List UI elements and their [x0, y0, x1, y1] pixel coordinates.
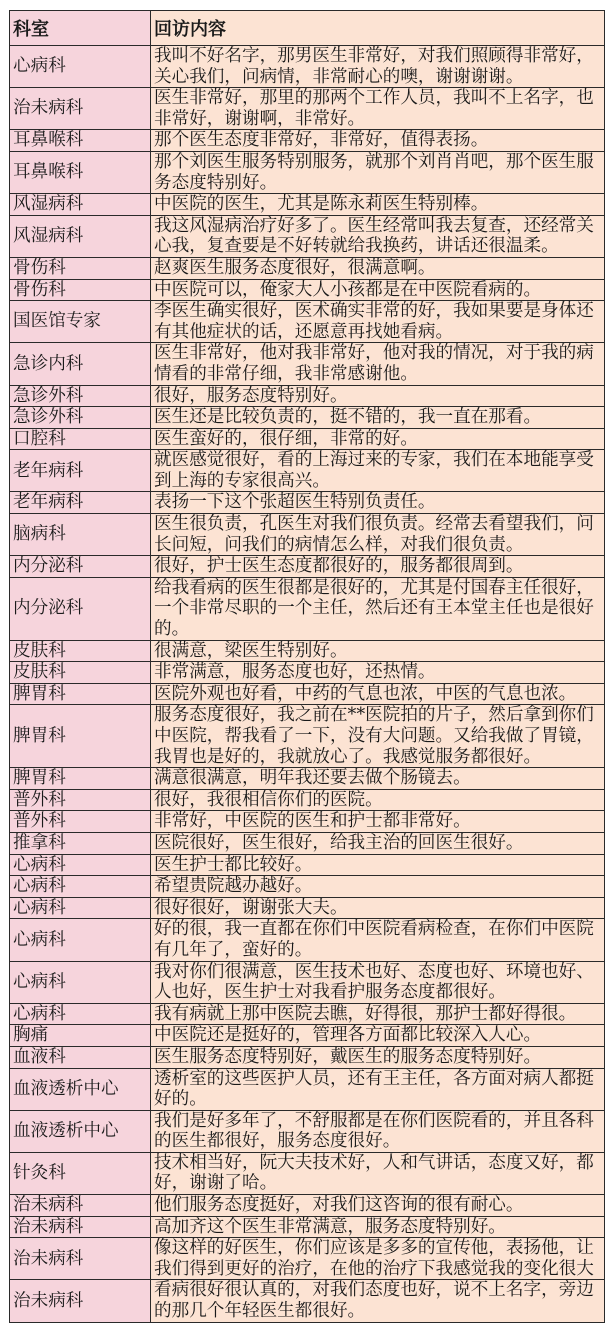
department-cell: 血液科: [10, 1046, 151, 1068]
department-cell: 皮肤科: [10, 640, 151, 662]
department-cell: 治未病科: [10, 1280, 151, 1322]
feedback-cell: 医院外观也好看，中药的气息也浓，中医的气息也浓。: [151, 683, 605, 705]
table-row: [10, 811, 605, 833]
department-cell: 针灸科: [10, 1152, 151, 1194]
department-cell: 普外科: [10, 789, 151, 811]
feedback-cell: 高加齐这个医生非常满意，服务态度特别好。: [151, 1216, 605, 1238]
department-cell: 内分泌科: [10, 577, 151, 640]
table-row: [10, 768, 605, 790]
department-cell: 耳鼻喉科: [10, 151, 151, 193]
department-cell: 急诊内科: [10, 343, 151, 385]
table-row: [10, 556, 605, 578]
feedback-cell: 赵爽医生服务态度很好，很满意啊。: [151, 257, 605, 279]
feedback-cell: 医生蛮好的，很仔细，非常的好。: [151, 428, 605, 450]
table-row: [10, 577, 605, 640]
table-row: [10, 257, 605, 279]
table-row: [10, 789, 605, 811]
table-row: [10, 1152, 605, 1194]
table-row: [10, 640, 605, 662]
feedback-cell: 李医生确实很好，医术确实非常的好，我如果要是身体还有其他症状的话，还愿意再找她看病。: [151, 301, 605, 343]
follow-up-feedback-table: [9, 10, 605, 1323]
feedback-cell: 很好，服务态度特别好。: [151, 385, 605, 407]
table-row: [10, 88, 605, 130]
table-row: [10, 450, 605, 492]
department-cell: 胸痛: [10, 1025, 151, 1047]
table-row: [10, 279, 605, 301]
table-row: [10, 854, 605, 876]
table-row: [10, 46, 605, 88]
department-cell: 脑病科: [10, 514, 151, 556]
feedback-cell: 看病很好很认真的，对我们态度也好，说不上名字，旁边的那几个年轻医生都很好。: [151, 1280, 605, 1322]
feedback-cell: 很好，我很相信你们的医院。: [151, 789, 605, 811]
header-feedback-content: 回访内容: [151, 11, 605, 46]
feedback-cell: 非常满意，服务态度也好，还热情。: [151, 662, 605, 684]
feedback-cell: 医生很负责，孔医生对我们很负责。经常去看望我们，问长问短，问我们的病情怎么样，对我们很负责。: [151, 514, 605, 556]
department-cell: 急诊外科: [10, 407, 151, 429]
table-row: [10, 215, 605, 257]
table-row: [10, 194, 605, 216]
table-row: [10, 492, 605, 514]
table-row: [10, 1046, 605, 1068]
department-cell: 心病科: [10, 961, 151, 1003]
feedback-cell: 满意很满意，明年我还要去做个肠镜去。: [151, 768, 605, 790]
table-row: [10, 876, 605, 898]
feedback-cell: 很好很好，谢谢张大夫。: [151, 897, 605, 919]
department-cell: 心病科: [10, 897, 151, 919]
table-row: [10, 919, 605, 961]
feedback-cell: 技术相当好，阮大夫技术好，人和气讲话，态度又好，都好，谢谢了哈。: [151, 1152, 605, 1194]
table-row: [10, 385, 605, 407]
department-cell: 心病科: [10, 46, 151, 88]
table-row: [10, 1110, 605, 1152]
table-row: [10, 1195, 605, 1217]
feedback-cell: 给我看病的医生很都是很好的，尤其是付国春主任很好，一个非常尽职的一个主任，然后还有王本堂主任也是很好的。: [151, 577, 605, 640]
table-row: [10, 130, 605, 152]
feedback-cell: 服务态度很好，我之前在**医院拍的片子，然后拿到你们中医院，帮我看了一下，没有大问题。又给我做了胃镜，我胃也是好的，我就放心了。我感觉服务都很好。: [151, 705, 605, 768]
table-row: [10, 961, 605, 1003]
department-cell: 治未病科: [10, 88, 151, 130]
department-cell: 普外科: [10, 811, 151, 833]
table-row: [10, 343, 605, 385]
feedback-cell: 表扬一下这个张超医生特别负责任。: [151, 492, 605, 514]
header-department: 科室: [10, 11, 151, 46]
table-row: [10, 407, 605, 429]
feedback-cell: 医生护士都比较好。: [151, 854, 605, 876]
department-cell: 耳鼻喉科: [10, 130, 151, 152]
feedback-cell: 我有病就上那中医院去瞧，好得很，那护士都好得很。: [151, 1003, 605, 1025]
table-row: [10, 662, 605, 684]
feedback-cell: 我对你们很满意，医生技术也好、态度也好、环境也好、人也好，医生护士对我看护服务态度都很好。: [151, 961, 605, 1003]
feedback-cell: 就医感觉很好，看的上海过来的专家，我们在本地能享受到上海的专家很高兴。: [151, 450, 605, 492]
feedback-cell: 非常好，中医院的医生和护士都非常好。: [151, 811, 605, 833]
department-cell: 心病科: [10, 1003, 151, 1025]
table-row: [10, 832, 605, 854]
department-cell: 内分泌科: [10, 556, 151, 578]
feedback-cell: 我叫不好名字，那男医生非常好，对我们照顾得非常好，关心我们，问病情，非常耐心的噢，谢谢谢谢。: [151, 46, 605, 88]
department-cell: 骨伤科: [10, 279, 151, 301]
department-cell: 治未病科: [10, 1195, 151, 1217]
table-row: [10, 683, 605, 705]
feedback-cell: 像这样的好医生，你们应该是多多的宣传他，表扬他，让我们得到更好的治疗，在他的治疗下我感觉我的变化很大: [151, 1238, 605, 1280]
table-row: [10, 897, 605, 919]
feedback-cell: 医生还是比较负责的，挺不错的，我一直在那看。: [151, 407, 605, 429]
department-cell: 脾胃科: [10, 768, 151, 790]
table-body: [10, 46, 605, 1323]
department-cell: 心病科: [10, 876, 151, 898]
feedback-cell: 希望贵院越办越好。: [151, 876, 605, 898]
department-cell: 推拿科: [10, 832, 151, 854]
department-cell: 血液透析中心: [10, 1068, 151, 1110]
feedback-cell: 我这风湿病治疗好多了。医生经常叫我去复查，还经常关心我，复查要是不好转就给我换药，讲话还很温柔。: [151, 215, 605, 257]
table-row: [10, 1216, 605, 1238]
feedback-cell: 那个医生态度非常好，非常好，值得表扬。: [151, 130, 605, 152]
department-cell: 心病科: [10, 919, 151, 961]
table-row: [10, 301, 605, 343]
table-row: [10, 514, 605, 556]
department-cell: 心病科: [10, 854, 151, 876]
department-cell: 老年病科: [10, 450, 151, 492]
table-row: [10, 1068, 605, 1110]
department-cell: 治未病科: [10, 1216, 151, 1238]
feedback-cell: 我们是好多年了，不舒服都是在你们医院看的，并且各科的医生都很好，服务态度很好。: [151, 1110, 605, 1152]
table-row: [10, 151, 605, 193]
feedback-cell: 中医院的医生，尤其是陈永莉医生特别棒。: [151, 194, 605, 216]
department-cell: 急诊外科: [10, 385, 151, 407]
table-row: [10, 1025, 605, 1047]
table-row: [10, 1238, 605, 1280]
department-cell: 口腔科: [10, 428, 151, 450]
feedback-cell: 很好，护士医生态度都很好的，服务都很周到。: [151, 556, 605, 578]
feedback-cell: 好的很，我一直都在你们中医院看病检查，在你们中医院有几年了，蛮好的。: [151, 919, 605, 961]
feedback-cell: 那个刘医生服务特别服务，就那个刘肖肖吧，那个医生服务态度特别好。: [151, 151, 605, 193]
department-cell: 风湿病科: [10, 194, 151, 216]
feedback-cell: 他们服务态度挺好，对我们这咨询的很有耐心。: [151, 1195, 605, 1217]
department-cell: 骨伤科: [10, 257, 151, 279]
feedback-cell: 透析室的这些医护人员，还有王主任，各方面对病人都挺好的。: [151, 1068, 605, 1110]
feedback-cell: 医院很好，医生很好，给我主治的回医生很好。: [151, 832, 605, 854]
feedback-cell: 中医院还是挺好的，管理各方面都比较深入人心。: [151, 1025, 605, 1047]
feedback-cell: 医生服务态度特别好，戴医生的服务态度特别好。: [151, 1046, 605, 1068]
table-row: [10, 705, 605, 768]
department-cell: 脾胃科: [10, 683, 151, 705]
department-cell: 脾胃科: [10, 705, 151, 768]
department-cell: 皮肤科: [10, 662, 151, 684]
department-cell: 老年病科: [10, 492, 151, 514]
table-header-row: [10, 11, 605, 46]
feedback-cell: 医生非常好，他对我非常好，他对我的情况，对于我的病情看的非常仔细，我非常感谢他。: [151, 343, 605, 385]
feedback-cell: 中医院可以，俺家大人小孩都是在中医院看病的。: [151, 279, 605, 301]
feedback-cell: 很满意，梁医生特别好。: [151, 640, 605, 662]
feedback-cell: 医生非常好，那里的那两个工作人员，我叫不上名字，也非常好，谢谢啊，非常好。: [151, 88, 605, 130]
table-row: [10, 1003, 605, 1025]
department-cell: 风湿病科: [10, 215, 151, 257]
department-cell: 血液透析中心: [10, 1110, 151, 1152]
department-cell: 国医馆专家: [10, 301, 151, 343]
department-cell: 治未病科: [10, 1238, 151, 1280]
table-row: [10, 428, 605, 450]
table-row: [10, 1280, 605, 1322]
